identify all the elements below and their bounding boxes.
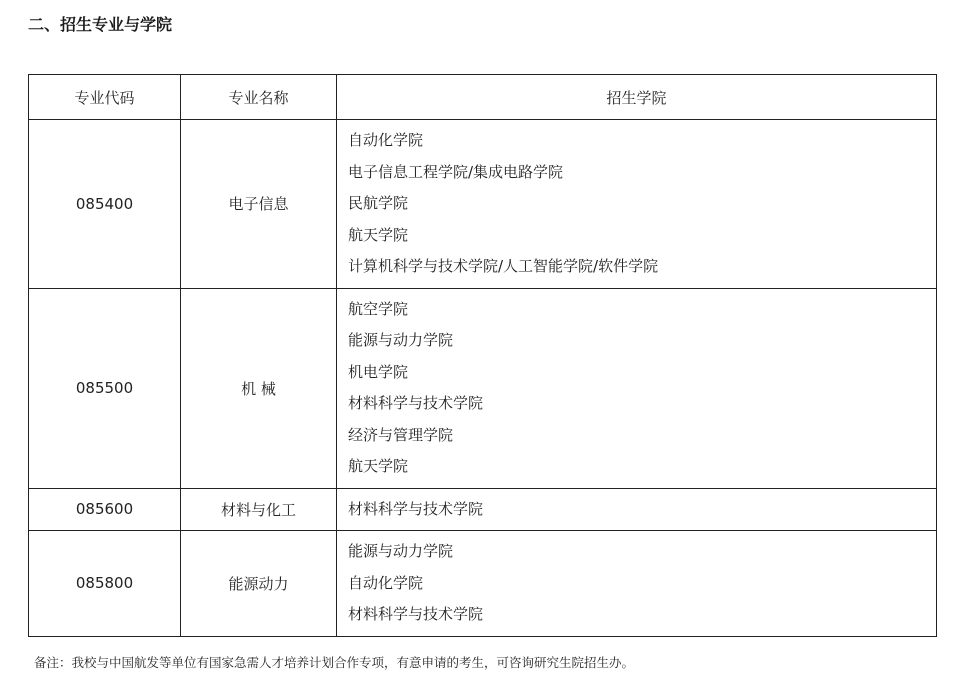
table-header-row [29,75,937,120]
table-row [29,288,937,488]
table-row [29,120,937,289]
major-name-cell: 材料与化工 [181,488,337,531]
school-item: 电子信息工程学院/集成电路学院 [348,162,564,181]
major-name-cell: 能源动力 [181,531,337,637]
enrollment-table [28,74,937,637]
school-item: 计算机科学与技术学院/人工智能学院/软件学院 [348,257,659,275]
school-item: 自动化学院 [348,573,424,592]
school-item: 材料科学与技术学院 [348,605,484,623]
major-code-cell: 085600 [29,488,181,531]
schools-cell [337,288,937,488]
school-item: 材料科学与技术学院 [348,394,484,412]
table-row [29,531,937,637]
school-item: 航空学院 [348,299,409,318]
school-item: 能源与动力学院 [348,331,454,349]
major-code-cell: 085800 [29,531,181,637]
school-item: 机电学院 [348,362,409,381]
school-item: 航天学院 [348,457,409,475]
major-name-cell: 电子信息 [181,120,337,289]
header-major-name: 专业名称 [181,75,337,120]
school-item: 民航学院 [348,194,409,212]
major-name-cell: 机 械 [181,288,337,488]
school-item: 材料科学与技术学院 [348,499,484,518]
schools-cell [337,531,937,637]
school-item: 航天学院 [348,225,409,244]
header-major-code: 专业代码 [29,75,181,120]
section-heading: 二、招生专业与学院 [28,15,173,34]
footnote: 备注：我校与中国航发等单位有国家急需人才培养计划合作专项，有意申请的考生，可咨询研究生院招生办。 [34,655,635,670]
school-item: 经济与管理学院 [348,425,454,444]
school-item: 自动化学院 [348,131,424,149]
schools-cell [337,488,937,531]
major-code-cell: 085500 [29,288,181,488]
school-item: 能源与动力学院 [348,542,454,560]
major-code-cell: 085400 [29,120,181,289]
header-schools: 招生学院 [337,75,937,120]
table-row [29,488,937,531]
schools-cell [337,120,937,289]
